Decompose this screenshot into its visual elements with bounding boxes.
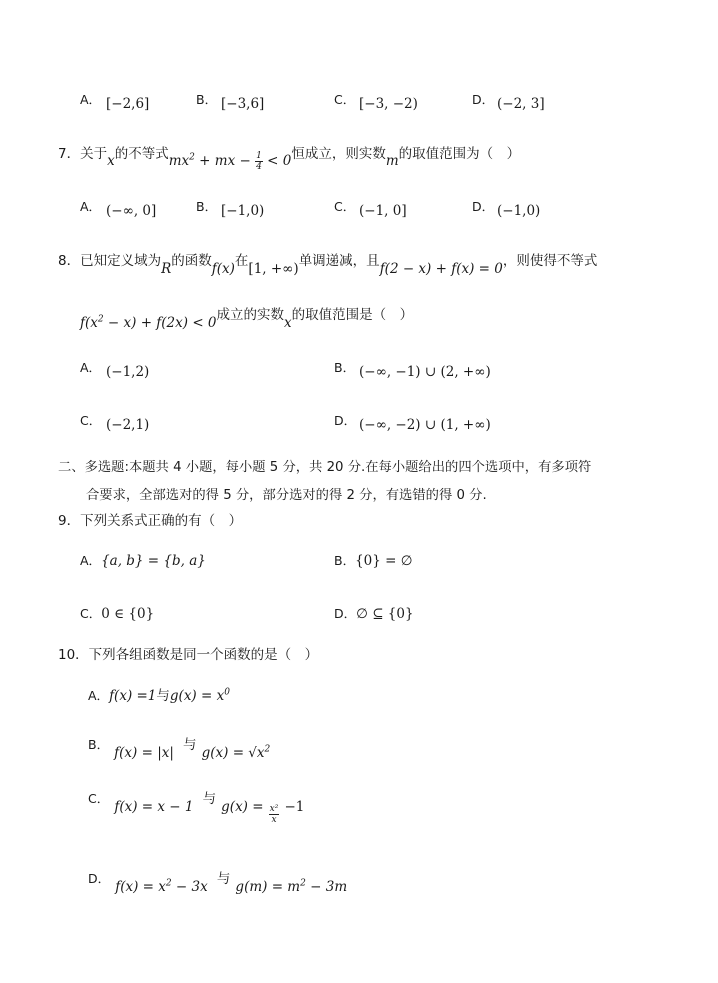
q10-option-a: [88, 684, 230, 704]
q10-stem: 10．下列各组函数是同一个函数的是（ ）: [58, 647, 319, 663]
q6-option-c-value: [−3, −2): [359, 96, 418, 112]
q7-option-b-value: [−1,0): [221, 203, 265, 219]
q7-option-d-label: D．: [472, 199, 495, 214]
q7-var-x: x: [107, 153, 115, 169]
q10-option-b-yu: 与: [183, 737, 197, 753]
q10-option-c-fraction: [269, 804, 280, 825]
q8-var-x: x: [284, 315, 292, 331]
q8-text-5: ，则使得不等式: [502, 253, 598, 269]
q8-inequality: f(x2 − x) + f(2x) < 0: [80, 314, 217, 331]
q7-option-c-label: C．: [334, 199, 356, 214]
section-2-heading-line-1: 二、多选题:本题共 4 小题，每小题 5 分，共 20 分.在每小题给出的四个选项中，有多项符: [58, 460, 592, 475]
q8-text-7: 的取值范围是（ ）: [291, 307, 414, 323]
q7-option-a-value: (−∞, 0]: [106, 203, 157, 219]
q6-option-c-label: C．: [334, 92, 356, 107]
q7-frac-den: 4: [256, 162, 262, 172]
q8-option-c-label: C．: [80, 413, 102, 428]
q6-option-a-value: [−2,6]: [106, 96, 150, 112]
section-2-heading-line-2: 合要求，全部选对的得 5 分，部分选对的得 2 分，有选错的得 0 分.: [86, 488, 487, 503]
q8-option-b-value: (−∞, −1) ∪ (2, +∞): [359, 364, 491, 380]
q7-fraction: [255, 151, 263, 172]
q10-option-d-f: [115, 879, 208, 895]
q7-number: 7．: [58, 146, 81, 162]
q8-text-6: 成立的实数: [216, 307, 285, 323]
q9-option-d: [334, 603, 414, 622]
q10-option-d-yu: 与: [216, 871, 231, 887]
q8-option-a-value: (−1,2): [106, 364, 150, 380]
q6-option-b-label: B．: [196, 92, 218, 107]
q8-var-r: R: [161, 261, 172, 277]
q10-option-c-f: f(x) = x − 1: [114, 799, 194, 815]
q9-stem: 9．下列关系式正确的有（ ）: [58, 513, 243, 529]
q10-option-b-g-text: g(x) = √x: [201, 745, 265, 761]
q7-var-m: m: [385, 153, 399, 169]
q6-option-d-value: (−2, 3]: [497, 96, 545, 112]
q8-number: 8．: [58, 253, 81, 269]
q10-option-b-label: B．: [88, 737, 110, 752]
q8-text-1: 已知定义域为: [80, 253, 162, 269]
q8-ineq-a: f(x: [80, 315, 98, 331]
q7-inequality: mx2 + mx − 1 4 < 0: [168, 151, 292, 172]
q10-option-a-g-text: g(x) = x: [169, 688, 225, 704]
q8-text-2: 的函数: [171, 253, 212, 269]
q6-option-b-value: [−3,6]: [221, 96, 265, 112]
q8-stem-line-2: [80, 303, 414, 331]
q10-option-a-g-exp: 0: [224, 687, 230, 698]
q8-condition: f(2 − x) + f(x) = 0: [379, 261, 503, 277]
q8-ineq-b: − x) + f(2x) < 0: [103, 315, 217, 331]
q10-option-d-label: D．: [88, 871, 111, 886]
q10-option-a-label: A．: [88, 688, 110, 703]
q10-option-b: [88, 733, 271, 761]
q9-option-c: [80, 603, 154, 622]
q7-text-2: 的不等式: [114, 146, 169, 162]
q8-option-a-label: A．: [80, 360, 102, 375]
q9-option-d-label: D．: [334, 606, 357, 621]
q10-option-d: [88, 867, 348, 895]
q7-option-d-value: (−1,0): [497, 203, 541, 219]
q8-text-4: 单调递减，且: [298, 253, 380, 269]
q10-option-a-yu: 与: [156, 688, 170, 704]
q8-option-b-label: B．: [334, 360, 356, 375]
q10-option-b-g: [202, 745, 271, 761]
q10-option-a-f: f(x) =1: [109, 688, 157, 704]
q9-option-d-value: ∅ ⊆ {0}: [356, 606, 414, 622]
q9-option-c-value: 0 ∈ {0}: [101, 606, 155, 622]
q7-ineq-a: mx: [168, 153, 190, 169]
q9-option-a-label: A．: [80, 553, 102, 568]
q9-option-a: [80, 550, 206, 569]
q10-option-d-f-exp: 2: [165, 878, 172, 889]
q10-option-d-g-exp: 2: [300, 878, 306, 889]
q9-option-b-value: {0} = ∅: [355, 553, 413, 569]
q8-text-3: 在: [234, 253, 249, 269]
q10-option-d-g: [235, 879, 347, 895]
q6-option-d-label: D．: [472, 92, 495, 107]
q7-text-1: 关于: [80, 146, 108, 162]
q10-option-a-g: [170, 688, 230, 704]
q9-option-b: [334, 550, 413, 569]
q10-option-d-f-text: f(x) = x: [115, 879, 166, 895]
q7-ineq-c: < 0: [267, 153, 292, 169]
q10-option-d-g-tail: − 3m: [305, 879, 348, 895]
q10-option-c-g: g(x) =: [221, 799, 264, 815]
q10-option-c-label: C．: [88, 791, 110, 806]
q8-option-d-value: (−∞, −2) ∪ (1, +∞): [359, 417, 491, 433]
q8-stem-line-1: [58, 249, 598, 277]
q10-option-c-yu: 与: [202, 791, 217, 807]
q7-frac-num: 1: [256, 151, 262, 161]
q7-option-b-label: B．: [196, 199, 218, 214]
q9-option-c-label: C．: [80, 606, 102, 621]
q7-text-3: 恒成立，则实数: [291, 146, 386, 162]
q10-option-d-f-tail: − 3x: [171, 879, 208, 895]
q8-option-c-value: (−2,1): [106, 417, 150, 433]
q10-option-d-g-text: g(m) = m: [235, 879, 301, 895]
q10-option-c-tail: −1: [284, 799, 305, 815]
q8-interval: [1, +∞): [248, 261, 299, 277]
q10-option-b-f: f(x) = |x|: [114, 745, 174, 761]
q7-text-4: 的取值范围为（ ）: [398, 146, 521, 162]
q9-option-b-label: B．: [334, 553, 356, 568]
q10-option-c-frac-den: x: [271, 815, 277, 825]
q10-option-c-frac-num: x²: [269, 804, 279, 814]
q7-ineq-b: + mx −: [194, 153, 251, 169]
q9-option-a-value: {a, b} = {b, a}: [101, 553, 206, 569]
q8-fx: f(x): [211, 261, 235, 277]
q7-stem: [58, 142, 521, 172]
q6-option-a-label: A．: [80, 92, 102, 107]
q7-option-a-label: A．: [80, 199, 102, 214]
q10-option-b-g-exp: 2: [264, 744, 271, 755]
q10-option-c: [88, 787, 305, 825]
q7-option-c-value: (−1, 0]: [359, 203, 407, 219]
q8-option-d-label: D．: [334, 413, 357, 428]
